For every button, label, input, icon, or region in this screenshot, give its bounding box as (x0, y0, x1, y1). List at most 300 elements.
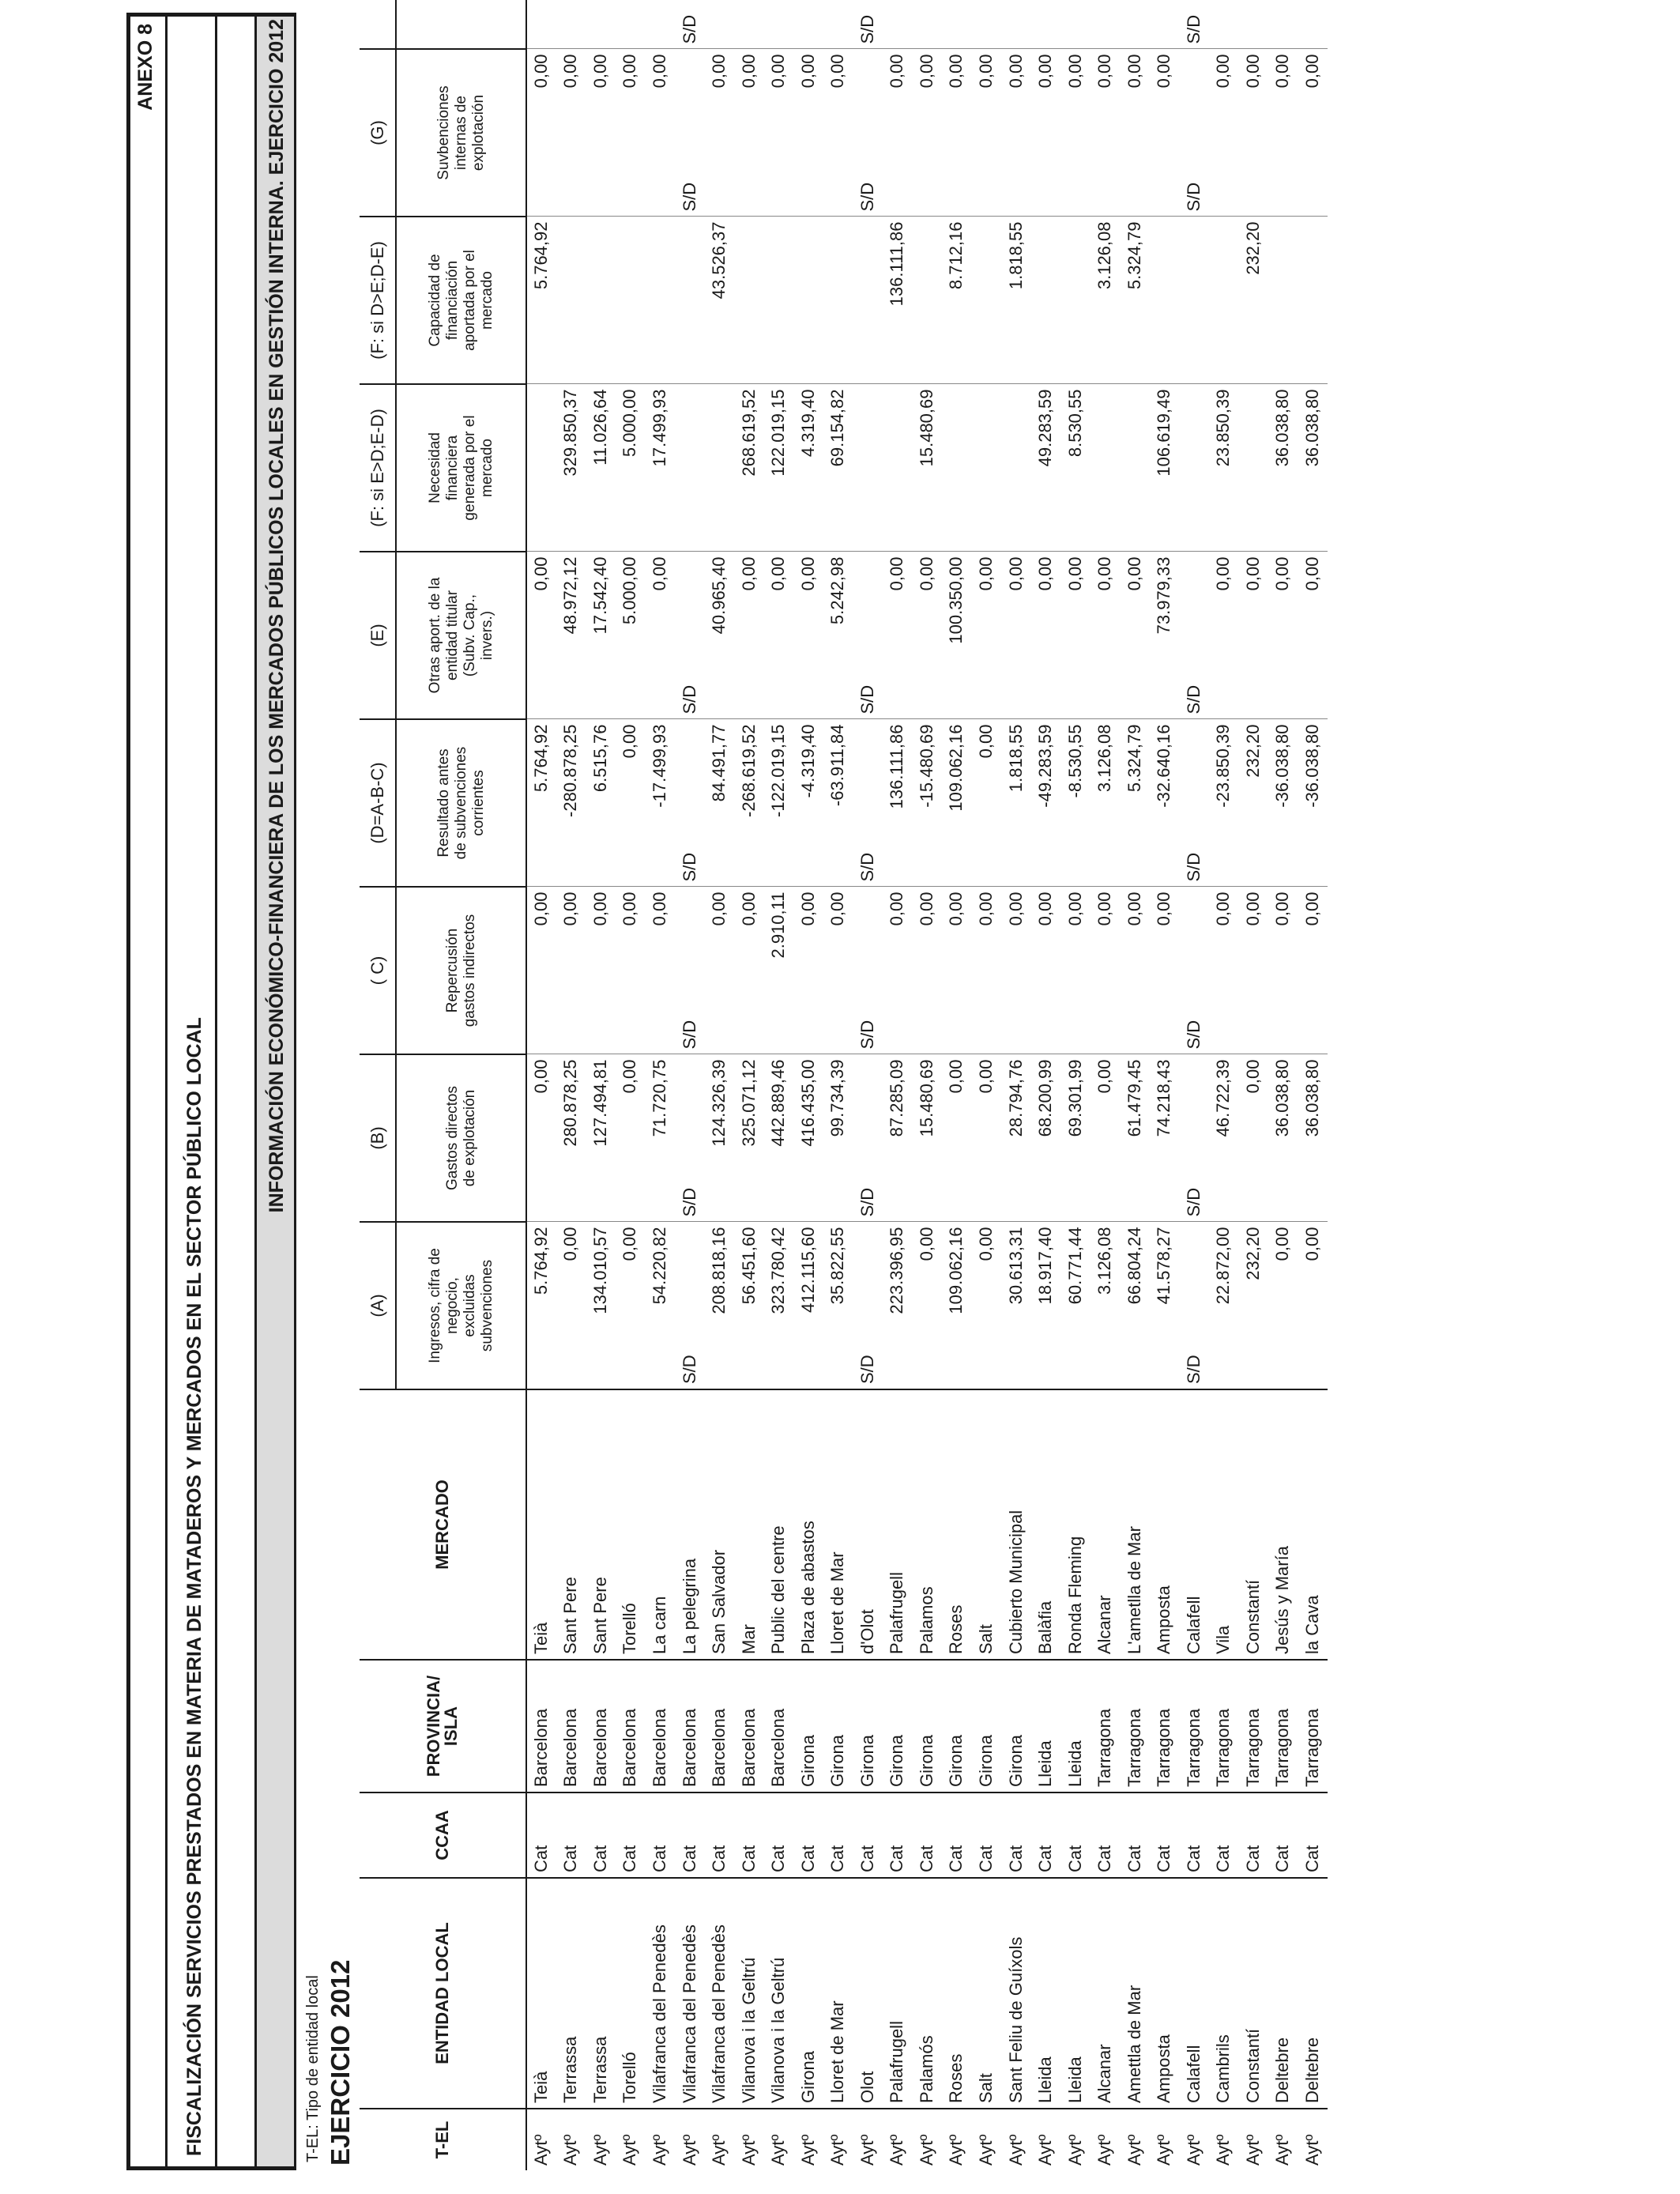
cell-b: 74.218,43 (1149, 1054, 1179, 1222)
cell-e: 0,00 (1298, 552, 1328, 719)
cell-h (971, 0, 1001, 49)
cell-c: 0,00 (1209, 887, 1239, 1054)
cell-ccaa: Cat (823, 1793, 853, 1878)
cell-f2 (1268, 217, 1298, 384)
desc-line: Otras aport. de la (426, 577, 443, 694)
cell-tel: Aytº (1064, 2134, 1085, 2166)
cell-c: 0,00 (526, 887, 556, 1054)
cell-ccaa: Cat (942, 1793, 972, 1878)
cell-f2 (853, 217, 883, 384)
cell-ccaa: Cat (1001, 1793, 1031, 1878)
col-letter-a: (A) (360, 1222, 396, 1389)
cell-ccaa: Cat (1209, 1793, 1239, 1878)
cell-entidad: Terrassa (586, 1878, 616, 2109)
cell-a: 18.917,40 (1030, 1222, 1060, 1389)
cell-h (793, 0, 823, 49)
cell-e: 100.350,00 (942, 552, 972, 719)
table-row (883, 0, 913, 2170)
cell-provincia: Lleida (1030, 1660, 1060, 1793)
cell-mercado: Public del centre (763, 1389, 793, 1660)
cell-c: 2.910,11 (763, 887, 793, 1054)
cell-a: 5.764,92 (526, 1222, 556, 1389)
cell-ccaa: Cat (645, 1793, 675, 1878)
cell-ccaa: Cat (1149, 1793, 1179, 1878)
cell-a: 0,00 (556, 1222, 586, 1389)
cell-d: -122.019,15 (763, 719, 793, 887)
cell-f2 (1149, 217, 1179, 384)
cell-g: 0,00 (1238, 49, 1268, 217)
cell-entidad: Amettla de Mar (1120, 1878, 1150, 2109)
cell-f2 (971, 217, 1001, 384)
cell-mercado: Constantí (1238, 1389, 1268, 1660)
cell-provincia: Girona (942, 1660, 972, 1793)
cell-ccaa: Cat (616, 1793, 646, 1878)
cell-ccaa: Cat (734, 1793, 764, 1878)
cell-h (1298, 0, 1328, 49)
cell-f2: 43.526,37 (704, 217, 734, 384)
table-row (1268, 0, 1298, 2170)
col-desc-e (396, 552, 526, 719)
cell-tel: Aytº (1213, 2134, 1234, 2166)
col-desc-b (396, 1054, 526, 1222)
cell-mercado: Amposta (1149, 1389, 1179, 1660)
table-row (1179, 0, 1209, 2170)
cell-c: 0,00 (823, 887, 853, 1054)
cell-ccaa: Cat (883, 1793, 913, 1878)
cell-e: 0,00 (526, 552, 556, 719)
cell-f2 (675, 217, 705, 384)
cell-c: 0,00 (1120, 887, 1150, 1054)
cell-c: 0,00 (1090, 887, 1120, 1054)
cell-g: 0,00 (616, 49, 646, 217)
cell-tel: Aytº (679, 2134, 699, 2166)
cell-entidad: Deltebre (1268, 1878, 1298, 2109)
desc-line: financiera (443, 435, 461, 501)
cell-mercado: Palafrugell (883, 1389, 913, 1660)
cell-f1 (1090, 384, 1120, 552)
cell-a: S/D (1179, 1222, 1209, 1389)
tel-legend: T-EL: Tipo de entidad local (304, 1975, 322, 2162)
cell-c: 0,00 (1268, 887, 1298, 1054)
table-row (1060, 0, 1090, 2170)
desc-line: generada por el (461, 415, 478, 521)
cell-c: 0,00 (586, 887, 616, 1054)
cell-g: 0,00 (1120, 49, 1150, 217)
cell-g: 0,00 (883, 49, 913, 217)
cell-f1: 4.319,40 (793, 384, 823, 552)
col-letter-e: (E) (360, 552, 396, 719)
cell-c: 0,00 (912, 887, 942, 1054)
cell-a: 412.115,60 (793, 1222, 823, 1389)
cell-f1: 122.019,15 (763, 384, 793, 552)
cell-e: 48.972,12 (556, 552, 586, 719)
cell-tel: Aytº (1154, 2134, 1174, 2166)
cell-d: 1.818,55 (1001, 719, 1031, 887)
table-row (763, 0, 793, 2170)
annex-band (126, 13, 168, 2170)
cell-f2 (1060, 217, 1090, 384)
cell-e: 0,00 (1238, 552, 1268, 719)
cell-e: 0,00 (971, 552, 1001, 719)
col-header-ccaa: CCAA (360, 1793, 526, 1878)
cell-a: 30.613,31 (1001, 1222, 1031, 1389)
cell-tel: Aytº (797, 2134, 818, 2166)
cell-provincia: Barcelona (526, 1660, 556, 1793)
cell-f1: 23.850,39 (1209, 384, 1239, 552)
cell-g: 0,00 (942, 49, 972, 217)
cell-provincia: Tarragona (1268, 1660, 1298, 1793)
cell-ccaa: Cat (1060, 1793, 1090, 1878)
cell-a: 41.578,27 (1149, 1222, 1179, 1389)
cell-c: S/D (1179, 887, 1209, 1054)
cell-h (734, 0, 764, 49)
cell-entidad: Sant Feliu de Guíxols (1001, 1878, 1031, 2109)
cell-d: -8.530,55 (1060, 719, 1090, 887)
cell-d: -15.480,69 (912, 719, 942, 887)
cell-f1 (526, 384, 556, 552)
cell-a: 323.780,42 (763, 1222, 793, 1389)
cell-tel: Aytº (531, 2134, 552, 2166)
cell-b: 46.722,39 (1209, 1054, 1239, 1222)
provincia-line2: ISLA (441, 1706, 461, 1747)
cell-e: S/D (1179, 552, 1209, 719)
table-row (1090, 0, 1120, 2170)
cell-e: 0,00 (734, 552, 764, 719)
cell-entidad: Vilafranca del Penedès (704, 1878, 734, 2109)
cell-provincia: Tarragona (1238, 1660, 1268, 1793)
cell-mercado: Sant Pere (586, 1389, 616, 1660)
cell-entidad: Girona (793, 1878, 823, 2109)
cell-e: 17.542,40 (586, 552, 616, 719)
cell-d: S/D (853, 719, 883, 887)
cell-b: 71.720,75 (645, 1054, 675, 1222)
cell-d: -36.038,80 (1268, 719, 1298, 887)
cell-f1: 15.480,69 (912, 384, 942, 552)
cell-h (1238, 0, 1268, 49)
cell-g: 0,00 (645, 49, 675, 217)
cell-ccaa: Cat (853, 1793, 883, 1878)
cell-tel: Aytº (590, 2134, 610, 2166)
cell-g: 0,00 (1060, 49, 1090, 217)
cell-ccaa: Cat (526, 1793, 556, 1878)
cell-tel: Aytº (738, 2134, 759, 2166)
cell-entidad: Lleida (1060, 1878, 1090, 2109)
cell-provincia: Barcelona (734, 1660, 764, 1793)
cell-f2: 5.764,92 (526, 217, 556, 384)
cell-d: 3.126,08 (1090, 719, 1120, 887)
cell-f2: 5.324,79 (1120, 217, 1150, 384)
cell-g: 0,00 (1149, 49, 1179, 217)
cell-g: 0,00 (823, 49, 853, 217)
cell-ccaa: Cat (704, 1793, 734, 1878)
cell-e: 40.965,40 (704, 552, 734, 719)
cell-provincia: Barcelona (675, 1660, 705, 1793)
cell-provincia: Barcelona (704, 1660, 734, 1793)
cell-c: 0,00 (1060, 887, 1090, 1054)
cell-ccaa: Cat (1030, 1793, 1060, 1878)
table-row (556, 0, 586, 2170)
cell-f1 (1238, 384, 1268, 552)
cell-mercado: Ronda Fleming (1060, 1389, 1090, 1660)
cell-ccaa: Cat (675, 1793, 705, 1878)
col-header-mercado: MERCADO (360, 1389, 526, 1660)
cell-d: -268.619,52 (734, 719, 764, 887)
desc-line: de explotación (461, 1089, 478, 1187)
cell-g: 0,00 (556, 49, 586, 217)
cell-f2 (1030, 217, 1060, 384)
cell-ccaa: Cat (1120, 1793, 1150, 1878)
cell-d: -32.640,16 (1149, 719, 1179, 887)
cell-c: 0,00 (1238, 887, 1268, 1054)
cell-b: 36.038,80 (1268, 1054, 1298, 1222)
cell-ccaa: Cat (1298, 1793, 1328, 1878)
cell-entidad: Torelló (616, 1878, 646, 2109)
cell-c: 0,00 (704, 887, 734, 1054)
cell-mercado: Lloret de Mar (823, 1389, 853, 1660)
cell-c: 0,00 (1298, 887, 1328, 1054)
cell-h (912, 0, 942, 49)
blank-band (217, 13, 257, 2170)
cell-mercado: L'ametlla de Mar (1120, 1389, 1150, 1660)
table-row (823, 0, 853, 2170)
desc-line: entidad titular (443, 590, 461, 681)
cell-f2 (556, 217, 586, 384)
cell-b: 0,00 (1090, 1054, 1120, 1222)
cell-provincia: Tarragona (1179, 1660, 1209, 1793)
cell-f2 (1209, 217, 1239, 384)
cell-b: 61.479,45 (1120, 1054, 1150, 1222)
cell-g: 0,00 (912, 49, 942, 217)
cell-mercado: Vila (1209, 1389, 1239, 1660)
cell-b: 68.200,99 (1030, 1054, 1060, 1222)
desc-line: internas de (452, 96, 469, 171)
cell-tel: Aytº (1301, 2134, 1322, 2166)
cell-f1: 17.499,93 (645, 384, 675, 552)
cell-b: 87.285,09 (883, 1054, 913, 1222)
cell-f1 (942, 384, 972, 552)
cell-provincia: Barcelona (556, 1660, 586, 1793)
cell-h: S/D (853, 0, 883, 49)
cell-a: 232,20 (1238, 1222, 1268, 1389)
cell-h (763, 0, 793, 49)
cell-entidad: Salt (971, 1878, 1001, 2109)
cell-d: S/D (1179, 719, 1209, 887)
cell-b: 99.734,39 (823, 1054, 853, 1222)
cell-mercado: Sant Pere (556, 1389, 586, 1660)
cell-d: -63.911,84 (823, 719, 853, 887)
cell-mercado: Teià (526, 1389, 556, 1660)
desc-line: Capacidad de (426, 254, 443, 347)
table-body (526, 0, 1328, 2170)
col-letter-f2: (F: si D>E;D-E) (360, 217, 396, 384)
desc-line: (Subv. Cap., (461, 594, 478, 677)
cell-f1 (1120, 384, 1150, 552)
cell-mercado: Plaza de abastos (793, 1389, 823, 1660)
desc-line: gastos indirectos (461, 914, 478, 1027)
cell-tel: Aytº (946, 2134, 966, 2166)
col-letter-g: (G) (360, 49, 396, 217)
cell-a: 109.062,16 (942, 1222, 972, 1389)
cell-entidad: Vilafranca del Penedès (675, 1878, 705, 2109)
cell-b: 15.480,69 (912, 1054, 942, 1222)
cell-g: 0,00 (971, 49, 1001, 217)
cell-d: 5.764,92 (526, 719, 556, 887)
cell-c: 0,00 (942, 887, 972, 1054)
desc-line: subvenciones (478, 1259, 495, 1352)
cell-a: 134.010,57 (586, 1222, 616, 1389)
cell-b: 69.301,99 (1060, 1054, 1090, 1222)
col-desc-f1 (396, 384, 526, 552)
table-row (1001, 0, 1031, 2170)
cell-ccaa: Cat (556, 1793, 586, 1878)
cell-provincia: Girona (971, 1660, 1001, 1793)
cell-b: 416.435,00 (793, 1054, 823, 1222)
cell-e: S/D (675, 552, 705, 719)
cell-d: 0,00 (971, 719, 1001, 887)
cell-mercado: Calafell (1179, 1389, 1209, 1660)
cell-mercado: San Salvador (704, 1389, 734, 1660)
provincia-line1: PROVINCIA/ (424, 1675, 443, 1777)
cell-provincia: Girona (1001, 1660, 1031, 1793)
cell-a: 66.804,24 (1120, 1222, 1150, 1389)
cell-c: 0,00 (793, 887, 823, 1054)
cell-tel: Aytº (709, 2134, 729, 2166)
cell-entidad: Vilafranca del Penedès (645, 1878, 675, 2109)
cell-a: 223.396,95 (883, 1222, 913, 1389)
cell-h (1149, 0, 1179, 49)
cell-f1: 329.850,37 (556, 384, 586, 552)
cell-ccaa: Cat (586, 1793, 616, 1878)
cell-tel: Aytº (1035, 2134, 1056, 2166)
cell-c: 0,00 (883, 887, 913, 1054)
cell-b: S/D (1179, 1054, 1209, 1222)
col-desc-h (396, 0, 526, 49)
cell-f2 (734, 217, 764, 384)
cell-mercado: Torelló (616, 1389, 646, 1660)
cell-e: 73.979,33 (1149, 552, 1179, 719)
cell-e: 5.000,00 (616, 552, 646, 719)
cell-tel: Aytº (857, 2134, 877, 2166)
cell-a: S/D (675, 1222, 705, 1389)
table-row (586, 0, 616, 2170)
table-row (675, 0, 705, 2170)
col-header-provincia (360, 1660, 526, 1793)
cell-provincia: Girona (883, 1660, 913, 1793)
cell-f2 (1298, 217, 1328, 384)
col-desc-f2 (396, 217, 526, 384)
cell-h (883, 0, 913, 49)
cell-f1 (853, 384, 883, 552)
cell-entidad: Terrassa (556, 1878, 586, 2109)
cell-h (556, 0, 586, 49)
table-row (1298, 0, 1328, 2170)
cell-tel: Aytº (1242, 2134, 1263, 2166)
cell-f2 (1179, 217, 1209, 384)
cell-mercado: Roses (942, 1389, 972, 1660)
col-desc-g (396, 49, 526, 217)
cell-e: 0,00 (883, 552, 913, 719)
cell-a: 3.126,08 (1090, 1222, 1120, 1389)
cell-e: 0,00 (645, 552, 675, 719)
cell-e: 5.242,98 (823, 552, 853, 719)
cell-tel: Aytº (620, 2134, 640, 2166)
cell-e: 0,00 (912, 552, 942, 719)
cell-g: S/D (853, 49, 883, 217)
cell-d: -17.499,93 (645, 719, 675, 887)
cell-f1 (704, 384, 734, 552)
cell-b: 36.038,80 (1298, 1054, 1328, 1222)
cell-b: 28.794,76 (1001, 1054, 1031, 1222)
cell-f1: 69.154,82 (823, 384, 853, 552)
cell-entidad: Constantí (1238, 1878, 1268, 2109)
cell-c: 0,00 (1030, 887, 1060, 1054)
cell-entidad: Vilanova i la Geltrú (763, 1878, 793, 2109)
cell-c: 0,00 (556, 887, 586, 1054)
cell-provincia: Tarragona (1090, 1660, 1120, 1793)
cell-a: 208.818,16 (704, 1222, 734, 1389)
cell-mercado: Jesús y María (1268, 1389, 1298, 1660)
cell-h (645, 0, 675, 49)
cell-f1: 8.530,55 (1060, 384, 1090, 552)
report-title: FISCALIZACIÓN SERVICIOS PRESTADOS EN MATERIA DE MATADEROS Y MERCADOS EN EL SECTOR PÚBLICO LOCAL (183, 1017, 205, 2156)
cell-f2 (763, 217, 793, 384)
cell-ccaa: Cat (763, 1793, 793, 1878)
cell-b: 325.071,12 (734, 1054, 764, 1222)
cell-a: 0,00 (912, 1222, 942, 1389)
cell-provincia: Tarragona (1120, 1660, 1150, 1793)
cell-entidad: Calafell (1179, 1878, 1209, 2109)
cell-f1 (675, 384, 705, 552)
cell-a: 0,00 (971, 1222, 1001, 1389)
cell-b: 0,00 (942, 1054, 972, 1222)
cell-e: 0,00 (1060, 552, 1090, 719)
cell-f2: 3.126,08 (1090, 217, 1120, 384)
cell-entidad: Roses (942, 1878, 972, 2109)
cell-c: 0,00 (616, 887, 646, 1054)
cell-f1: 106.619,49 (1149, 384, 1179, 552)
cell-g: S/D (1179, 49, 1209, 217)
cell-b: S/D (675, 1054, 705, 1222)
desc-line: mercado (478, 439, 495, 497)
cell-d: -36.038,80 (1298, 719, 1328, 887)
cell-entidad: Teià (526, 1878, 556, 2109)
cell-c: 0,00 (734, 887, 764, 1054)
cell-a: 0,00 (1298, 1222, 1328, 1389)
cell-ccaa: Cat (971, 1793, 1001, 1878)
cell-h (1120, 0, 1150, 49)
cell-tel: Aytº (1005, 2134, 1026, 2166)
cell-tel: Aytº (1183, 2134, 1203, 2166)
cell-entidad: Alcanar (1090, 1878, 1120, 2109)
cell-f2 (823, 217, 853, 384)
cell-provincia: Barcelona (616, 1660, 646, 1793)
cell-entidad: Lloret de Mar (823, 1878, 853, 2109)
desc-line: Resultado antes (435, 748, 452, 858)
cell-f2 (616, 217, 646, 384)
cell-f1: 5.000,00 (616, 384, 646, 552)
cell-b: 0,00 (1238, 1054, 1268, 1222)
cell-tel: Aytº (560, 2134, 581, 2166)
table-row (942, 0, 972, 2170)
cell-ccaa: Cat (1090, 1793, 1120, 1878)
cell-ccaa: Cat (1238, 1793, 1268, 1878)
cell-g: 0,00 (1298, 49, 1328, 217)
cell-h (1209, 0, 1239, 49)
cell-h (704, 0, 734, 49)
table-row (1149, 0, 1179, 2170)
cell-f1 (883, 384, 913, 552)
cell-ccaa: Cat (1268, 1793, 1298, 1878)
